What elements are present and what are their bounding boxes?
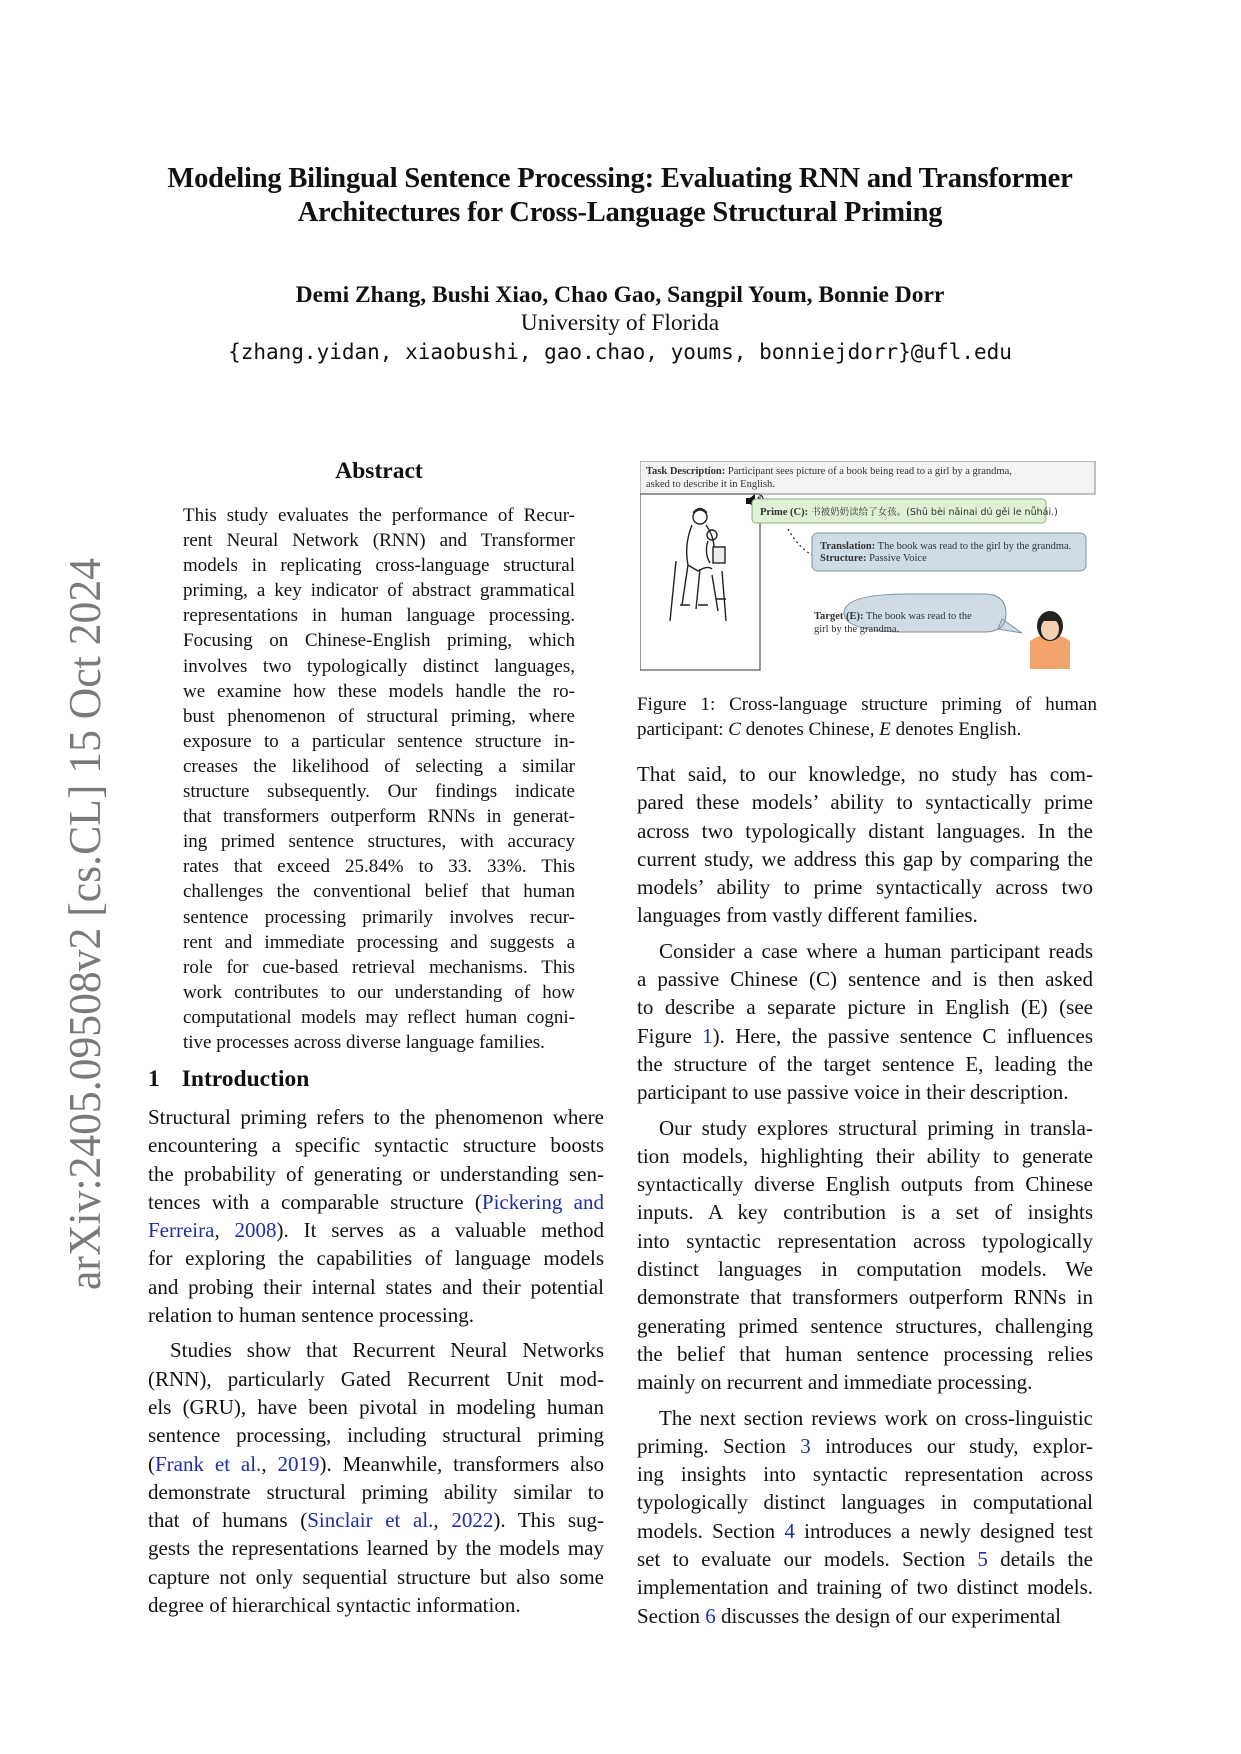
text-line: Structural priming refers to the phenomenon where	[148, 1105, 604, 1129]
text-line: the belief that human sentence processing relies	[637, 1341, 1093, 1366]
title-line: Modeling Bilingual Sentence Processing: Evaluating RNN and Transformer	[167, 163, 1073, 194]
text-line: models’ ability to prime syntactically across two	[637, 875, 1093, 900]
text-line: ing insights into syntactic representation across	[637, 1462, 1093, 1487]
text-line: that of humans (Sinclair et al., 2022). This sug-	[148, 1508, 604, 1533]
text-line: Consider a case where a human participant reads	[659, 938, 1093, 963]
caption-line: participant: C denotes Chinese, E denotes English.	[637, 719, 1022, 740]
figure-1-illustration	[640, 461, 1096, 671]
text-line: into syntactic representation across typologically	[637, 1228, 1093, 1253]
text-line: tences with a comparable structure (Pickering and	[148, 1189, 604, 1214]
abstract-line: challenges the conventional belief that human	[183, 881, 575, 903]
text-line: sentence processing, including structural priming	[148, 1423, 604, 1448]
section-heading-introduction	[148, 1066, 309, 1093]
abstract-line: structure subsequently. Our findings indicate	[183, 781, 575, 803]
text-line: and probing their internal states and their potential	[148, 1274, 604, 1299]
text-line: That said, to our knowledge, no study has com-	[637, 762, 1093, 786]
prime-text: Prime (C): 书被奶奶读给了女孩。(Shū bèi nǎinai dú gěi le nǚhái.)	[760, 507, 1058, 518]
figure-1-caption	[637, 692, 1097, 742]
abstract-line: rent and immediate processing and suggests a	[183, 931, 575, 953]
abstract-line: Focusing on Chinese-English priming, which	[183, 630, 575, 652]
text-line: Section 6 discusses the design of our experimental	[637, 1603, 1061, 1628]
text-line: (Frank et al., 2019). Meanwhile, transformers also	[148, 1451, 605, 1476]
abstract-line: representations in human language processing.	[183, 605, 575, 627]
author-list: Demi Zhang, Bushi Xiao, Chao Gao, Sangpil Youm, Bonnie Dorr	[295, 282, 945, 308]
caption-line: Figure 1: Cross-language structure priming of human	[637, 694, 1097, 715]
picture-frame	[640, 494, 760, 670]
title-line: Architectures for Cross-Language Structural Priming	[297, 197, 943, 228]
text-line: demonstrate structural priming ability similar to	[148, 1479, 604, 1504]
abstract-line: exposure to a particular sentence structure in-	[183, 730, 575, 752]
task-description-line: Task Description: Participant sees picture of a book being read to a girl by a grandma,	[646, 466, 1012, 477]
text-line: Our study explores structural priming in transla-	[659, 1115, 1093, 1140]
text-line: a passive Chinese (C) sentence and is then asked	[637, 967, 1093, 992]
abstract-line: rates that exceed 25.84% to 33. 33%. This	[183, 856, 575, 878]
arxiv-stamp	[36, 550, 126, 1290]
abstract-line: ing primed sentence structures, with accuracy	[183, 831, 575, 853]
translation-text: Translation: The book was read to the girl by the grandma.	[820, 541, 1072, 552]
connector-dots	[788, 529, 812, 555]
text-line: els (GRU), have been pivotal in modeling human	[148, 1394, 604, 1419]
text-line: demonstrate that transformers outperform RNNs in	[637, 1285, 1093, 1310]
text-line: distinct languages in computation models. We	[637, 1257, 1093, 1282]
text-line: inputs. A key contribution is a set of insights	[637, 1200, 1093, 1225]
text-line: syntactically diverse English outputs from Chinese	[637, 1172, 1093, 1197]
abstract-body	[183, 503, 575, 1055]
section-title: Introduction	[181, 1066, 310, 1092]
text-line: Figure 1). Here, the passive sentence C influences	[637, 1023, 1093, 1048]
text-line: implementation and training of two distinct models.	[637, 1575, 1093, 1600]
text-line: Ferreira, 2008). It serves as a valuable method	[148, 1218, 604, 1243]
arxiv-stamp-text: arXiv:2405.09508v2 [cs.CL] 15 Oct 2024	[60, 550, 110, 1290]
text-line: gests the representations learned by the models may	[148, 1536, 604, 1561]
text-line: relation to human sentence processing.	[148, 1303, 474, 1328]
participant-person-icon	[1030, 611, 1070, 669]
abstract-line: models in replicating cross-language structural	[183, 555, 575, 577]
abstract-line: This study evaluates the performance of Recur-	[183, 505, 575, 526]
text-line: The next section reviews work on cross-linguistic	[659, 1405, 1093, 1430]
paper-title	[120, 162, 1120, 230]
abstract-line: work contributes to our understanding of how	[183, 981, 575, 1003]
abstract-line: tive processes across diverse language families.	[183, 1031, 545, 1053]
figure-1	[640, 461, 1096, 671]
text-line: pared these models’ ability to syntactically prime	[637, 790, 1093, 815]
text-line: for exploring the capabilities of language models	[148, 1246, 604, 1271]
section-number: 1	[148, 1066, 160, 1092]
abstract-line: involves two typologically distinct languages,	[183, 655, 575, 677]
abstract-line: role for cue-based retrieval mechanisms. This	[183, 956, 575, 978]
target-text-line: girl by the grandma.	[814, 624, 900, 635]
text-line: degree of hierarchical syntactic information.	[148, 1593, 521, 1618]
text-line: participant to use passive voice in their description.	[637, 1080, 1069, 1105]
abstract-line: we examine how these models handle the ro-	[183, 680, 575, 702]
abstract-line: priming, a key indicator of abstract grammatical	[183, 580, 575, 602]
abstract-heading: Abstract	[335, 458, 423, 484]
text-line: current study, we address this gap by comparing the	[637, 846, 1093, 871]
abstract-line: that transformers outperform RNNs in generat-	[183, 806, 575, 828]
target-text-line: Target (E): The book was read to the	[814, 611, 972, 622]
affiliation: University of Florida	[520, 310, 720, 336]
text-line: the probability of generating or understanding sen-	[148, 1161, 604, 1186]
text-line: mainly on recurrent and immediate processing.	[637, 1370, 1033, 1395]
abstract-line: creases the likelihood of selecting a similar	[183, 755, 575, 777]
text-line: priming. Section 3 introduces our study, explor-	[637, 1433, 1093, 1458]
text-line: generating primed sentence structures, challenging	[637, 1313, 1093, 1338]
abstract-line: bust phenomenon of structural priming, where	[183, 705, 575, 727]
text-line: typologically distinct languages in computational	[637, 1490, 1093, 1515]
text-line: set to evaluate our models. Section 5 details the	[637, 1547, 1093, 1572]
text-line: Studies show that Recurrent Neural Networks	[170, 1338, 604, 1363]
structure-text: Structure: Passive Voice	[820, 553, 927, 564]
abstract-line: sentence processing primarily involves recur-	[183, 906, 575, 928]
text-line: (RNN), particularly Gated Recurrent Unit mod-	[148, 1366, 604, 1391]
translation-box	[812, 533, 1086, 571]
text-line: to describe a separate picture in English (E) (see	[637, 995, 1093, 1020]
text-line: the structure of the target sentence E, leading the	[637, 1051, 1093, 1076]
left-column-body	[148, 1103, 604, 1619]
abstract-line: rent Neural Network (RNN) and Transformer	[183, 530, 575, 552]
author-emails: {zhang.yidan, xiaobushi, gao.chao, youms, bonniejdorr}@ufl.edu	[228, 340, 1012, 364]
right-column-body	[637, 760, 1093, 1630]
abstract-line: computational models may reflect human cogni-	[183, 1006, 575, 1028]
text-line: models. Section 4 introduces a newly designed test	[637, 1518, 1094, 1543]
task-description-line: asked to describe it in English.	[646, 479, 775, 490]
text-line: across two typologically distant languages. In the	[637, 818, 1093, 843]
text-line: languages from vastly different families.	[637, 903, 978, 928]
text-line: encountering a specific syntactic structure boosts	[148, 1133, 604, 1158]
text-line: capture not only sequential structure but also some	[148, 1564, 604, 1589]
text-line: tion models, highlighting their ability to generate	[637, 1143, 1093, 1168]
